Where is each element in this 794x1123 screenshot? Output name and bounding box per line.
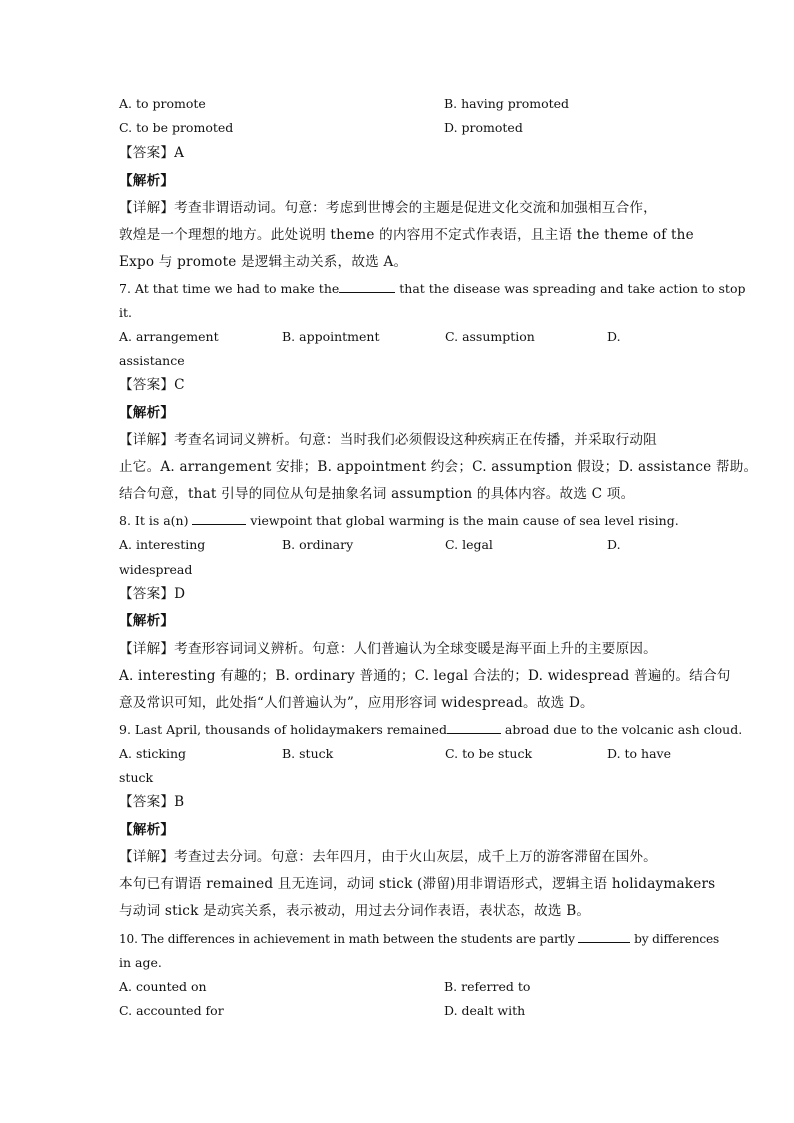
q6-detail-line: 敦煌是一个理想的地方。此处说明 theme 的内容用不定式作表语，且主语 the theme of the: [119, 227, 694, 243]
q10-blank: [578, 930, 630, 943]
q9-detail-line: 本句已有谓语 remained 且无连词，动词 stick (滞留)用非谓语形式，逻辑主语 holidaymakers: [119, 876, 716, 892]
q7-detail-line: 【详解】考查名词词义辨析。句意：当时我们必须假设这种疾病正在传播，并采取行动阻: [119, 432, 657, 448]
q7-detail-line: 结合句意，that 引导的同位从句是抽象名词 assumption 的具体内容。故选 C 项。: [119, 486, 635, 502]
q9-option-b: B. stuck: [282, 746, 334, 761]
q10-stem: [119, 930, 720, 948]
q6-option-d: D. promoted: [444, 120, 523, 135]
q10-stem-line2: in age.: [119, 955, 162, 970]
q9-option-c: C. to be stuck: [445, 746, 533, 761]
q9-option-a: A. sticking: [119, 746, 187, 761]
q7-option-a: A. arrangement: [119, 329, 219, 344]
q9-blank: [447, 721, 501, 734]
q8-detail-line: 【详解】考查形容词词义辨析。句意：人们普遍认为全球变暖是海平面上升的主要原因。: [119, 641, 657, 657]
q9-stem-after: abroad due to the volcanic ash cloud.: [500, 722, 743, 737]
q7-answer: 【答案】C: [119, 377, 185, 393]
q7-stem-line2: it.: [119, 305, 132, 320]
q9-detail-line: 【详解】考查过去分词。句意：去年四月，由于火山灰层，成千上万的游客滞留在国外。: [119, 849, 657, 865]
q8-option-d-wrap: widespread: [119, 562, 193, 577]
q10-option-a: A. counted on: [119, 979, 207, 994]
q7-stem: [119, 280, 746, 298]
q7-stem-before: 7. At that time we had to make the: [119, 281, 340, 296]
q7-blank: [339, 280, 395, 293]
q10-option-b: B. referred to: [444, 979, 531, 994]
q9-analysis-label: 【解析】: [119, 822, 175, 838]
q7-analysis-label: 【解析】: [119, 405, 175, 421]
q7-detail-line: 止它。A. arrangement 安排；B. appointment 约会；C. assumption 假设；D. assistance 帮助。: [119, 459, 758, 475]
q6-option-a: A. to promote: [119, 96, 206, 111]
q9-stem-before: 9. Last April, thousands of holidaymakers remained: [119, 722, 447, 737]
q8-option-a: A. interesting: [119, 537, 206, 552]
q9-answer: 【答案】B: [119, 794, 185, 810]
q9-option-d-wrap: stuck: [119, 770, 154, 785]
q8-stem-after: viewpoint that global warming is the main cause of sea level rising.: [246, 513, 679, 528]
q6-option-b: B. having promoted: [444, 96, 570, 111]
q8-blank: [192, 512, 246, 525]
q7-stem-after: that the disease was spreading and take action to stop: [395, 281, 746, 296]
q6-option-c: C. to be promoted: [119, 120, 234, 135]
q7-option-d: D.: [607, 329, 621, 344]
q8-stem: [119, 512, 679, 530]
q8-option-b: B. ordinary: [282, 537, 354, 552]
q6-detail-line: Expo 与 promote 是逻辑主动关系，故选 A。: [119, 254, 408, 270]
q7-option-c: C. assumption: [445, 329, 535, 344]
q6-answer: 【答案】A: [119, 145, 185, 161]
q10-stem-before: 10. The differences in achievement in math between the students are partly: [119, 932, 579, 946]
q8-stem-before: 8. It is a(n): [119, 513, 193, 528]
q10-option-c: C. accounted for: [119, 1003, 224, 1018]
q6-analysis-label: 【解析】: [119, 173, 175, 189]
q7-option-b: B. appointment: [282, 329, 380, 344]
q8-option-c: C. legal: [445, 537, 493, 552]
q7-option-d-wrap: assistance: [119, 353, 185, 368]
q10-option-d: D. dealt with: [444, 1003, 526, 1018]
q8-option-d: D.: [607, 537, 621, 552]
q8-detail-line: 意及常识可知，此处指“人们普遍认为”，应用形容词 widespread。故选 D。: [119, 695, 594, 711]
q8-analysis-label: 【解析】: [119, 613, 175, 629]
q9-option-d: D. to have: [607, 746, 672, 761]
q9-stem: [119, 721, 743, 739]
q9-detail-line: 与动词 stick 是动宾关系，表示被动，用过去分词作表语，表状态，故选 B。: [119, 903, 591, 919]
q10-stem-after: by differences: [630, 932, 720, 946]
q6-detail-line: 【详解】考查非谓语动词。句意：考虑到世博会的主题是促进文化交流和加强相互合作，: [119, 200, 657, 216]
q8-detail-line: A. interesting 有趣的；B. ordinary 普通的；C. legal 合法的；D. widespread 普遍的。结合句: [119, 668, 731, 684]
q8-answer: 【答案】D: [119, 586, 186, 602]
